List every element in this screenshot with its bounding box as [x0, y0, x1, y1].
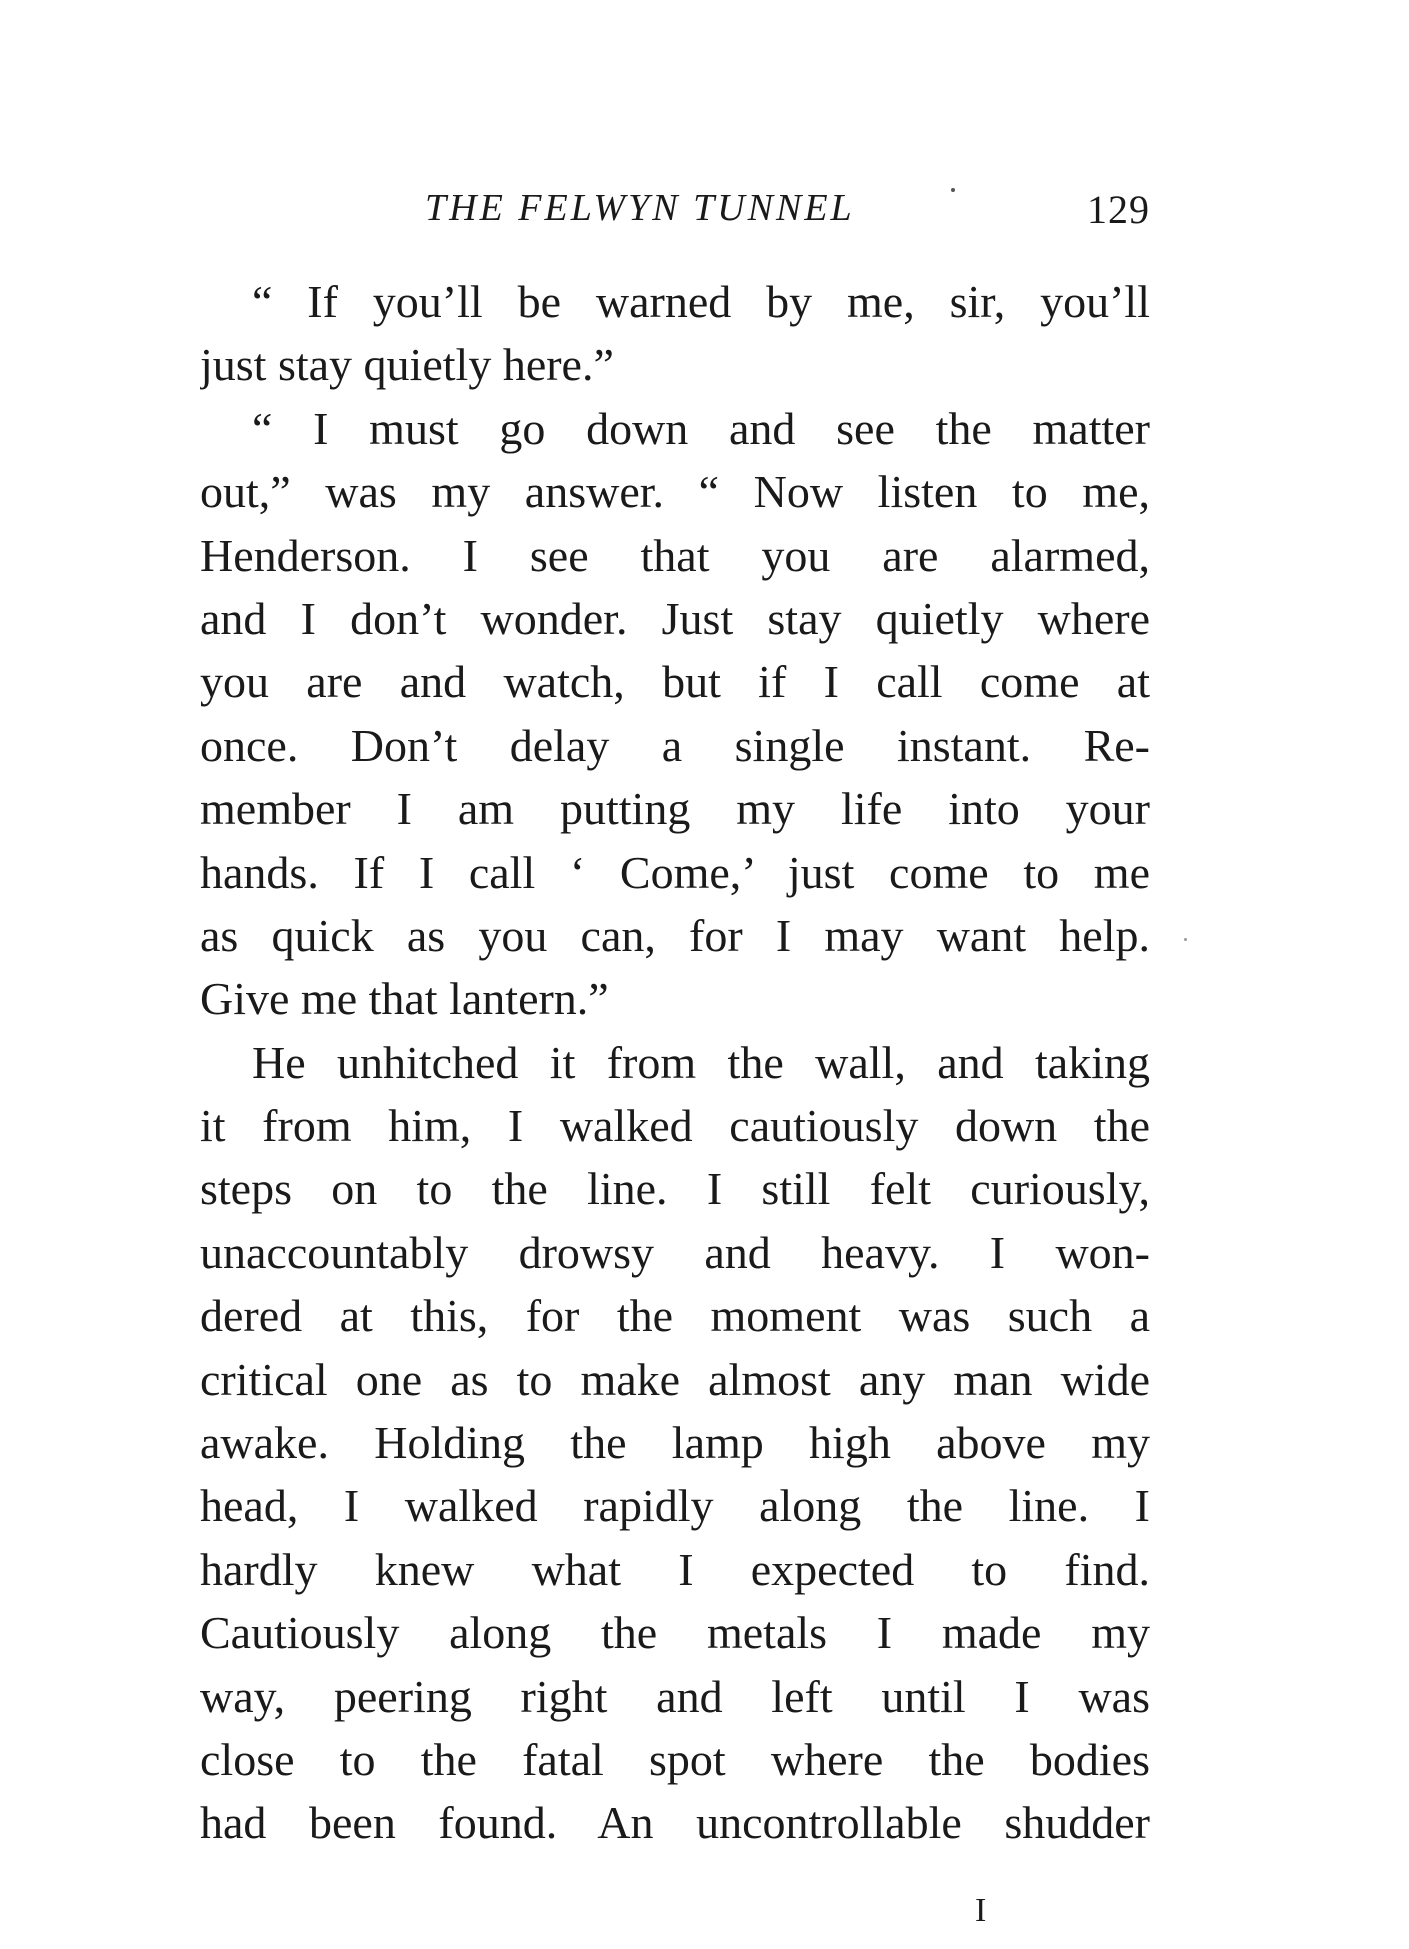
text-line: awake. Holding the lamp high above my: [200, 1417, 1150, 1469]
text-line: head, I walked rapidly along the line. I: [200, 1480, 1150, 1532]
text-line: dered at this, for the moment was such a: [200, 1290, 1150, 1342]
text-line: as quick as you can, for I may want help.: [200, 909, 1150, 961]
signature-mark: I: [975, 1892, 987, 1929]
text-line: He unhitched it from the wall, and taking: [252, 1036, 1150, 1088]
text-line: unaccountably drowsy and heavy. I won-: [200, 1226, 1150, 1278]
text-line: Cautiously along the metals I made my: [200, 1607, 1150, 1659]
text-line: you are and watch, but if I call come at: [200, 656, 1150, 708]
text-line: Henderson. I see that you are alarmed,: [200, 529, 1150, 581]
text-line: hands. If I call ‘ Come,’ just come to me: [200, 846, 1150, 898]
print-speck: [1184, 938, 1187, 941]
text-line: way, peering right and left until I was: [200, 1670, 1150, 1722]
running-title: THE FELWYN TUNNEL: [425, 187, 855, 229]
text-line: had been found. An uncontrollable shudder: [200, 1797, 1150, 1849]
text-line: it from him, I walked cautiously down the: [200, 1100, 1150, 1152]
text-line: and I don’t wonder. Just stay quietly where: [200, 592, 1150, 644]
text-line: Give me that lantern.”: [200, 973, 609, 1025]
page-number: 129: [1087, 187, 1150, 232]
text-line: critical one as to make almost any man wide: [200, 1353, 1150, 1405]
running-header: [200, 186, 1150, 246]
text-line: hardly knew what I expected to find.: [200, 1543, 1150, 1595]
text-line: member I am putting my life into your: [200, 783, 1150, 835]
text-line: close to the fatal spot where the bodies: [200, 1733, 1150, 1785]
text-line: once. Don’t delay a single instant. Re-: [200, 719, 1150, 771]
text-line: “ If you’ll be warned by me, sir, you’ll: [252, 276, 1150, 327]
body-text: [200, 270, 1150, 1855]
text-line: just stay quietly here.”: [200, 339, 614, 391]
text-line: steps on to the line. I still felt curiously,: [200, 1163, 1150, 1215]
text-line: “ I must go down and see the matter: [252, 402, 1150, 454]
text-line: out,” was my answer. “ Now listen to me,: [200, 466, 1150, 518]
print-speck: [951, 188, 955, 192]
